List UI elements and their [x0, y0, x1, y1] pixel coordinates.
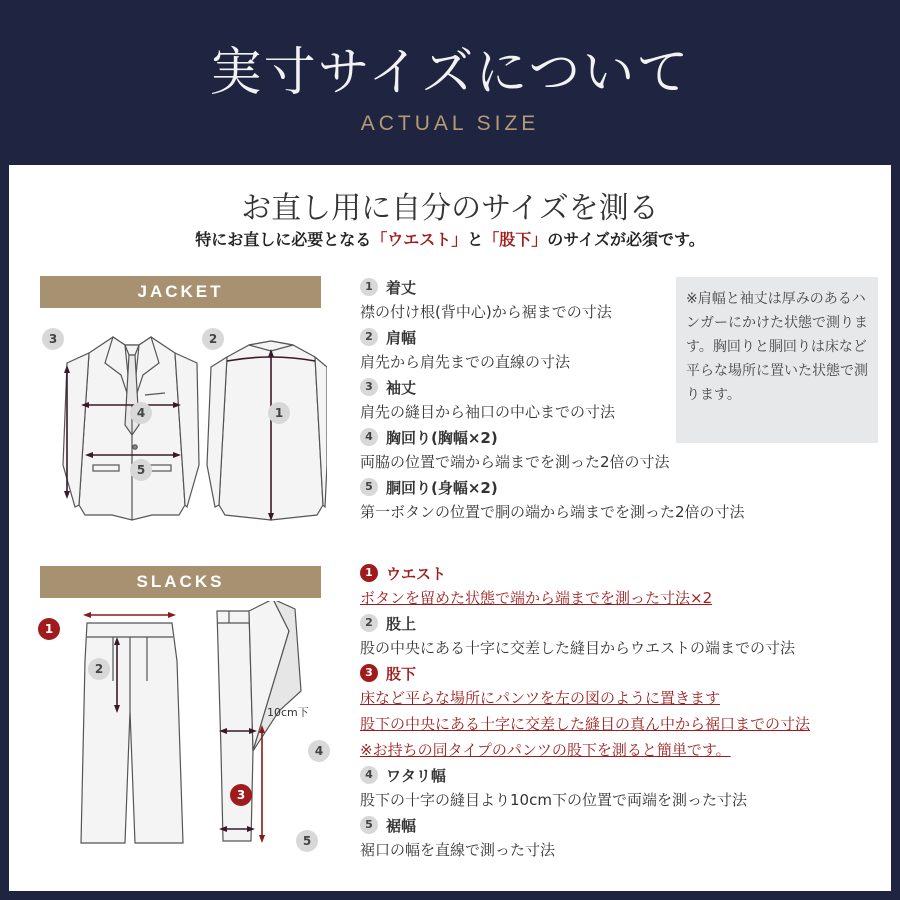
- note-pre: 特にお直しに必要となる: [195, 230, 372, 249]
- item-number: 5: [360, 816, 378, 834]
- ten-cm-label: 10cm下: [267, 706, 309, 719]
- item-desc: ※お持ちの同タイプのパンツの股下を測ると簡単です。: [360, 741, 731, 759]
- item-title: 着丈: [386, 278, 417, 297]
- item-desc: 股下の十字の縫目より10cm下の位置で両端を測った寸法: [360, 791, 747, 809]
- item-title: 袖丈: [386, 378, 417, 397]
- svg-text:1: 1: [44, 622, 54, 636]
- note-post: のサイズが必須です。: [547, 230, 705, 249]
- jacket-band: JACKET: [40, 276, 321, 308]
- item-desc: 股の中央にある十字に交差した縫目からウエストの端までの寸法: [360, 639, 796, 657]
- list-item: [360, 813, 810, 863]
- svg-text:5: 5: [136, 463, 146, 477]
- item-title: 胸回り(胸幅×2): [386, 428, 498, 447]
- svg-text:2: 2: [94, 662, 104, 676]
- section-title: お直し用に自分のサイズを測る: [241, 191, 659, 226]
- section-note: [9, 227, 891, 250]
- list-item: [360, 611, 810, 661]
- item-desc: 股下の中央にある十字に交差した縫目の真ん中から裾口までの寸法: [360, 715, 811, 733]
- svg-text:3: 3: [236, 788, 246, 802]
- list-item: [360, 763, 810, 813]
- note-waist: 「ウエスト」: [371, 230, 468, 249]
- svg-text:2: 2: [208, 332, 218, 346]
- item-desc: 肩先の縫目から袖口の中心までの寸法: [360, 403, 616, 421]
- item-number: 4: [360, 428, 378, 446]
- item-title: 股上: [386, 614, 417, 633]
- item-title: 裾幅: [386, 816, 417, 835]
- list-item: [360, 561, 810, 611]
- item-title: ワタリ幅: [386, 766, 446, 785]
- slacks-items: [360, 561, 810, 863]
- slacks-band: SLACKS: [40, 566, 321, 598]
- item-number: 5: [360, 478, 378, 496]
- item-desc: 両脇の位置で端から端までを測った2倍の寸法: [360, 453, 670, 471]
- item-number: 4: [360, 766, 378, 784]
- note-mid: と: [467, 230, 484, 249]
- list-item: [360, 475, 745, 525]
- item-title: ウエスト: [386, 564, 447, 583]
- item-desc: 肩先から肩先までの直線の寸法: [360, 353, 571, 371]
- item-title: 胴回り(身幅×2): [386, 478, 498, 497]
- jacket-note: ※肩幅と袖丈は厚みのあるハンガーにかけた状態で測ります。胸回りと胴回りは床など平らな場所に置いた状態で測ります。: [676, 277, 878, 443]
- content-panel: [9, 165, 891, 891]
- item-desc: ボタンを留めた状態で端から端までを測った寸法×2: [360, 589, 713, 607]
- item-desc: 床など平らな場所にパンツを左の図のように置きます: [360, 689, 721, 707]
- item-title: 肩幅: [386, 328, 417, 347]
- item-desc: 襟の付け根(背中心)から裾までの寸法: [360, 303, 612, 321]
- item-desc: 裾口の幅を直線で測った寸法: [360, 841, 556, 859]
- item-number: 2: [360, 614, 378, 632]
- page-title: 実寸サイズについて: [209, 43, 691, 103]
- svg-text:3: 3: [48, 332, 58, 346]
- svg-text:5: 5: [302, 834, 312, 848]
- svg-text:4: 4: [314, 744, 324, 758]
- item-number: 3: [360, 664, 378, 682]
- jacket-illustration: [27, 315, 327, 535]
- list-item: [360, 661, 810, 763]
- page-subtitle: ACTUAL SIZE: [360, 112, 540, 135]
- item-title: 股下: [386, 664, 417, 683]
- item-number: 1: [360, 278, 378, 296]
- slacks-illustration: [27, 601, 337, 859]
- svg-text:4: 4: [136, 406, 146, 420]
- svg-text:1: 1: [274, 406, 284, 420]
- item-desc: 第一ボタンの位置で胴の端から端までを測った2倍の寸法: [360, 503, 745, 521]
- item-number: 1: [360, 564, 378, 582]
- header-banner: [0, 0, 900, 165]
- item-number: 3: [360, 378, 378, 396]
- item-number: 2: [360, 328, 378, 346]
- note-inseam: 「股下」: [483, 230, 548, 249]
